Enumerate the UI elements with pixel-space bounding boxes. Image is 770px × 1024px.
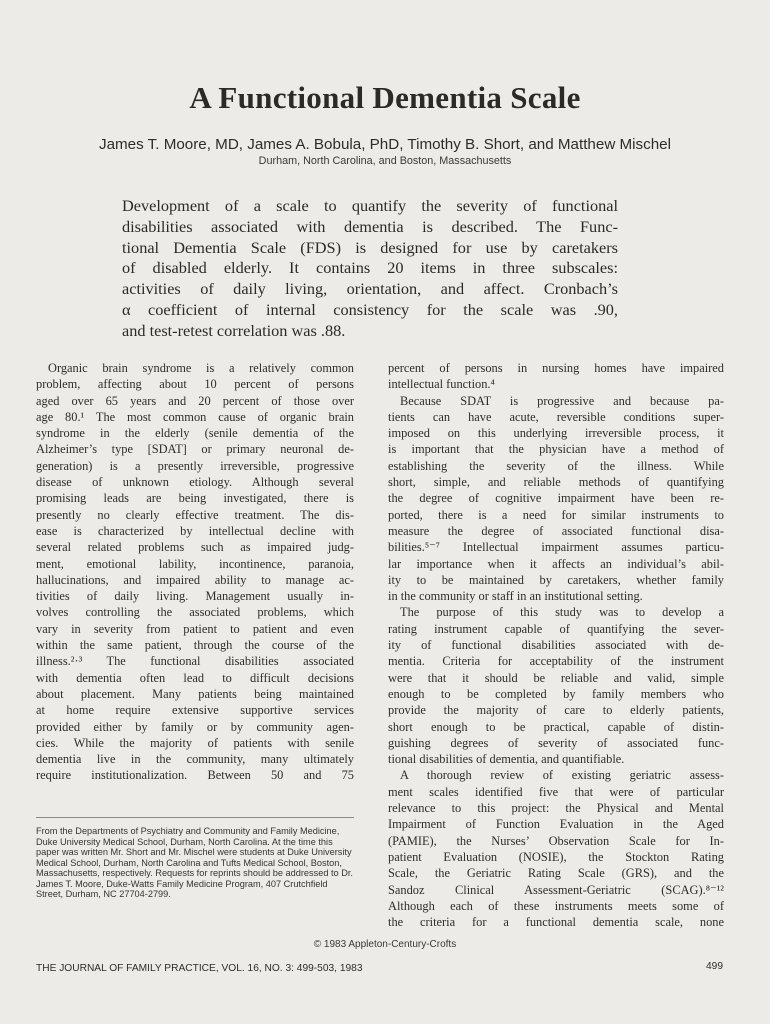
body-text-line: disease of unknown etiology. Although several — [36, 475, 354, 490]
body-text-line: problem, affecting about 10 percent of persons — [36, 377, 354, 392]
body-text-line: Sandoz Clinical Assessment-Geriatric (SCAG).⁸⁻¹² — [388, 882, 724, 897]
body-text-line: aged over 65 years and 20 percent of those over — [36, 393, 354, 408]
body-text-line: guishing degrees of severity of associated func- — [388, 735, 724, 750]
body-text-line: is important that the physician have a method of — [388, 442, 724, 457]
body-text-line: promising leads are being investigated, there is — [36, 491, 354, 506]
body-text-line: about placement. Many patients being maintained — [36, 686, 354, 701]
body-text-line: tients can have acute, reversible conditions super- — [388, 409, 724, 424]
body-text-line: The purpose of this study was to develop a — [400, 605, 724, 620]
body-text-line: dementia live in the community, many ultimately — [36, 752, 354, 767]
body-text-line: lar importance when it affects an individual’s abil- — [388, 556, 724, 571]
body-text-line: patient Evaluation (NOSIE), the Stockton Rating — [388, 849, 724, 864]
abstract-line: Development of a scale to quantify the severity of functional — [122, 196, 618, 215]
body-text-line: tivities of daily living. Management usually in- — [36, 589, 354, 604]
body-text-line: cies. While the majority of patients with senile — [36, 735, 354, 750]
body-text-line: bilities.⁵⁻⁷ Intellectual impairment assumes particu- — [388, 540, 724, 555]
body-text-line: tional disabilities of dementia, and quantifiable. — [388, 752, 625, 767]
body-text-line: age 80.¹ The most common cause of organic brain — [36, 409, 354, 424]
body-text-line: A thorough review of existing geriatric assess- — [400, 768, 724, 783]
body-text-line: vary in severity from patient to patient and even — [36, 621, 354, 636]
body-text-line: Because SDAT is progressive and because pa- — [400, 393, 724, 408]
body-column-left — [36, 360, 354, 784]
body-text-line: Scale, the Geriatric Rating Scale (GRS), and the — [388, 866, 724, 881]
body-text-line: volves controlling the associated problems, which — [36, 605, 354, 620]
footnote: From the Departments of Psychiatry and Community and Family Medicine, Duke University Medical School, Durham, North Carolina. At the time this paper was written Mr. Short and Mr. Mischel were students at Duke University Medical School, Durham, North Carolina and Tufts Medical School, Boston, Massachusetts, respectively. Requests for reprints should be addressed to Dr. James T. Moore, Duke-Watts Family Medicine Program, 407 Crutchfield Street, Durham, NC 27704-2799. — [36, 826, 353, 899]
body-text-line: enough to be completed by family members who — [388, 686, 724, 701]
body-text-line: ment scales identified five that were of particular — [388, 784, 724, 799]
body-text-line: within the same patient, through the course of the — [36, 638, 354, 653]
abstract-line: and test-retest correlation was .88. — [122, 320, 346, 340]
body-text-line: rating instrument capable of quantifying the sever- — [388, 621, 724, 636]
body-text-line: with dementia often lead to difficult decisions — [36, 670, 354, 685]
body-text-line: require institutionalization. Between 50 and 75 — [36, 768, 354, 783]
body-text-line: ity to be maintained by caretakers, whether family — [388, 572, 724, 587]
body-text-line: at home require extensive supportive services — [36, 703, 354, 718]
body-text-line: provided either by family or by community agen- — [36, 719, 354, 734]
body-text-line: percent of persons in nursing homes have impaired — [388, 361, 724, 375]
body-text-line: were that it should be reliable and valid, simple — [388, 670, 724, 685]
copyright-notice: © 1983 Appleton-Century-Crofts — [313, 939, 457, 950]
body-text-line: syndrome in the elderly (senile dementia of the — [36, 426, 354, 441]
body-text-line: provide the majority of care to elderly patients, — [388, 703, 724, 718]
journal-citation: THE JOURNAL OF FAMILY PRACTICE, VOL. 16, NO. 3: 499-503, 1983 — [36, 963, 363, 974]
author-list: James T. Moore, MD, James A. Bobula, PhD, Timothy B. Short, and Matthew Mischel — [98, 136, 671, 153]
body-text-line: Impairment of Function Evaluation in the Aged — [388, 817, 724, 832]
article-title: A Functional Dementia Scale — [189, 80, 581, 115]
body-text-line: the degree of cognitive impairment have been re- — [388, 491, 724, 506]
body-text-line: illness.²·³ The functional disabilities associated — [36, 654, 354, 669]
abstract-line: tional Dementia Scale (FDS) is designed for use by caretakers — [122, 237, 618, 257]
body-text-line: ported, there is a need for similar instruments to — [388, 507, 724, 522]
author-affiliation: Durham, North Carolina, and Boston, Massachusetts — [258, 155, 512, 167]
body-column-right — [388, 360, 724, 930]
footnote-divider — [36, 817, 354, 818]
body-text-line: several related problems such as impaired judg- — [36, 540, 354, 555]
body-text-line: generation) is a presently irreversible, progressive — [36, 458, 354, 473]
body-text-line: imposed on this underlying irreversible process, it — [388, 426, 724, 441]
body-text-line: mentia. Criteria for acceptability of the instrument — [388, 654, 724, 669]
body-text-line: establishing the severity of the illness. While — [388, 458, 724, 473]
body-text-line: in the community or staff in an institutional setting. — [388, 589, 643, 604]
body-text-line: ment, emotional lability, incontinence, paranoia, — [36, 556, 354, 571]
abstract — [122, 196, 618, 342]
page-number: 499 — [706, 961, 723, 972]
body-text-line: Although each of these instruments meets some of — [388, 898, 724, 913]
body-text-line: Organic brain syndrome is a relatively common — [48, 361, 354, 375]
body-text-line: short, simple, and reliable methods of quantifying — [388, 475, 724, 490]
body-text-line: Alzheimer’s type [SDAT] or primary neuronal de- — [36, 442, 354, 457]
body-text-line: measure the degree of associated functional disa- — [388, 523, 724, 538]
abstract-line: α coefficient of internal consistency for the scale was .90, — [122, 299, 618, 319]
body-text-line: short enough to be practical, capable of distin- — [388, 719, 724, 734]
body-text-line: ity of functional disabilities associated with de- — [388, 638, 724, 653]
body-text-line: intellectual function.⁴ — [388, 377, 495, 392]
abstract-line: of disabled elderly. It contains 20 items in three subscales: — [122, 258, 618, 278]
body-text-line: the criteria for a functional dementia scale, none — [388, 915, 724, 930]
abstract-line: disabilities associated with dementia is described. The Func- — [122, 216, 618, 236]
body-text-line: presently no clearly effective treatment. The dis- — [36, 507, 354, 522]
body-text-line: relevance to this project: the Physical and Mental — [388, 801, 724, 816]
abstract-line: activities of daily living, orientation, and affect. Cronbach’s — [122, 279, 618, 299]
body-text-line: hallucinations, and impaired ability to manage ac- — [36, 572, 354, 587]
body-text-line: ease is characterized by intellectual decline with — [36, 523, 354, 538]
body-text-line: (PAMIE), the Nurses’ Observation Scale for In- — [388, 833, 724, 848]
